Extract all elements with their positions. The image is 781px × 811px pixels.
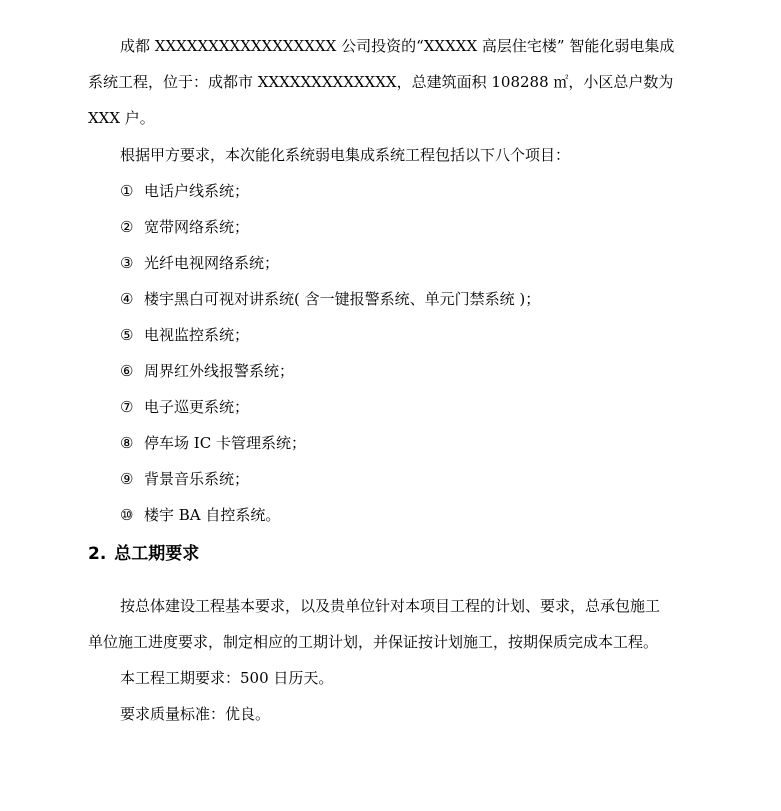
item-number: ⑧ — [120, 434, 134, 452]
item-text: 宽带网络系统； — [144, 218, 250, 236]
intro-line-3: XXX 户。 — [88, 109, 155, 127]
list-item — [120, 217, 249, 237]
list-item — [120, 289, 540, 309]
list-item — [120, 469, 249, 489]
schedule-paragraph-line-1: 按总体建设工程基本要求，以及贵单位针对本项目工程的计划、要求，总承包施工 — [120, 597, 661, 615]
item-text: 电话户线系统； — [144, 182, 250, 200]
item-text: 楼宇 BA 自控系统。 — [144, 506, 281, 524]
item-text: 电子巡更系统； — [144, 398, 250, 416]
duration-requirement: 本工程工期要求：500 日历天。 — [120, 669, 334, 687]
section-title: 总工期要求 — [114, 544, 200, 564]
quality-standard: 要求质量标准：优良。 — [120, 705, 271, 723]
item-number: ⑩ — [120, 506, 134, 524]
item-number: ⑤ — [120, 326, 134, 344]
item-text: 周界红外线报警系统； — [144, 362, 295, 380]
list-item — [120, 397, 249, 417]
item-number: ⑦ — [120, 398, 134, 416]
item-number: ⑥ — [120, 362, 134, 380]
intro-line-1: 成都 XXXXXXXXXXXXXXXXX 公司投资的“XXXXX 高层住宅楼” 智能化弱电集成 — [120, 37, 675, 55]
list-item — [120, 181, 249, 201]
scope-intro: 根据甲方要求，本次能化系统弱电集成系统工程包括以下八个项目： — [120, 146, 571, 164]
item-number: ③ — [120, 254, 134, 272]
schedule-paragraph-line-2: 单位施工进度要求，制定相应的工期计划，并保证按计划施工，按期保质完成本工程。 — [88, 633, 659, 651]
section-number: 2. — [88, 544, 107, 564]
item-text: 电视监控系统； — [144, 326, 250, 344]
list-item — [120, 361, 294, 381]
list-item — [120, 433, 306, 453]
item-text: 楼宇黑白可视对讲系统( 含一键报警系统、单元门禁系统 )； — [144, 290, 541, 308]
item-text: 停车场 IC 卡管理系统； — [144, 434, 306, 452]
item-text: 背景音乐系统； — [144, 470, 250, 488]
item-text: 光纤电视网络系统； — [144, 254, 280, 272]
item-number: ④ — [120, 290, 134, 308]
section-heading — [88, 543, 199, 565]
list-item — [120, 505, 280, 525]
item-number: ① — [120, 182, 134, 200]
list-item — [120, 325, 249, 345]
intro-line-2: 系统工程，位于：成都市 XXXXXXXXXXXXX，总建筑面积 108288 ㎡，小区总户数为 — [88, 73, 674, 91]
list-item — [120, 253, 279, 273]
item-number: ② — [120, 218, 134, 236]
item-number: ⑨ — [120, 470, 134, 488]
